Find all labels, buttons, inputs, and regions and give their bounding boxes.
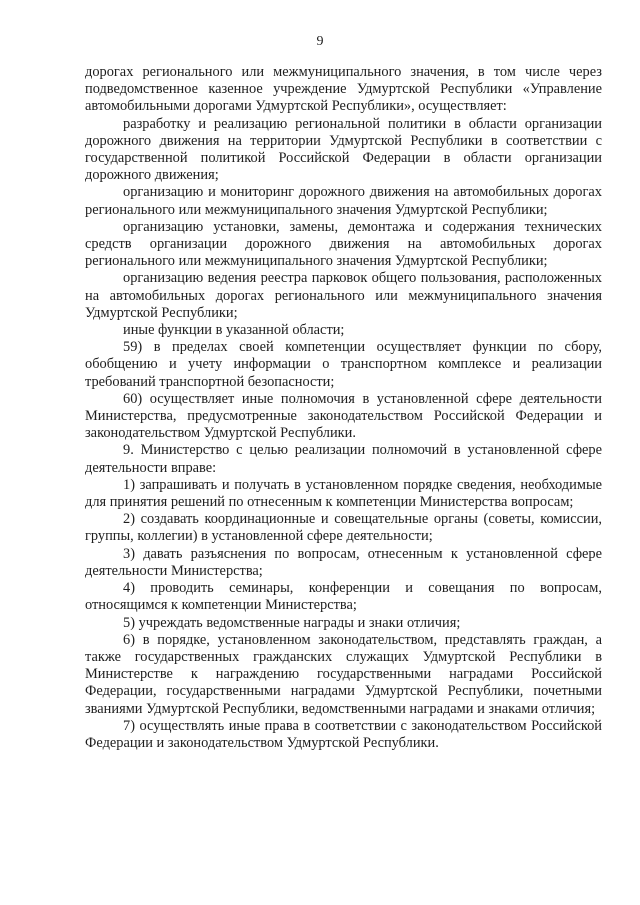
paragraph: иные функции в указанной области; (123, 322, 345, 339)
section-heading-paragraph: 9. Министерство с целью реализации полномочий в установленной сфере деятельности вправе: (85, 442, 602, 476)
paragraph: организацию ведения реестра парковок общего пользования, расположенных на автомобильных дорогах регионального или межмуниципального значения Удмуртской Республики; (85, 270, 602, 321)
paragraph: 59) в пределах своей компетенции осуществляет функции по сбору, обобщению и учету информации о транспортном комплексе и реализации требований транспортной безопасности; (85, 339, 602, 390)
paragraph-continuation: дорогах регионального или межмуниципального значения, в том числе через подведомственное казенное учреждение Удмуртской Республики «Управление автомобильными дорогами Удмуртской Республики», осуществляет: (85, 64, 602, 115)
list-item-7: 7) осуществлять иные права в соответствии с законодательством Российской Федерации и законодательством Удмуртской Республики. (85, 717, 602, 751)
list-item-5: 5) учреждать ведомственные награды и знаки отличия; (123, 614, 461, 631)
list-item-2: 2) создавать координационные и совещательные органы (советы, комиссии, группы, коллегии) в установленной сфере деятельности; (85, 511, 602, 545)
page-number: 9 (316, 34, 324, 49)
paragraph: организацию установки, замены, демонтажа и содержания технических средств организации дорожного движения на автомобильных дорогах регионального или межмуниципального значения Удмуртской Республики; (85, 218, 602, 270)
paragraph: организацию и мониторинг дорожного движения на автомобильных дорогах регионального или межмуниципального значения Удмуртской Республики; (85, 184, 602, 218)
list-item-4: 4) проводить семинары, конференции и совещания по вопросам, относящимся к компетенции Министерства; (85, 580, 602, 614)
list-item-3: 3) давать разъяснения по вопросам, отнесенным к установленной сфере деятельности Министерства; (85, 545, 602, 579)
paragraph: разработку и реализацию региональной политики в области организации дорожного движения на территории Удмуртской Республики в соответствии с государственной политикой Российской Федерации в области организации дорожного движения; (85, 115, 602, 184)
list-item-1: 1) запрашивать и получать в установленном порядке сведения, необходимые для принятия решений по отнесенным к компетенции Министерства вопросам; (85, 476, 602, 511)
body-text (85, 64, 602, 752)
list-item-6: 6) в порядке, установленном законодательством, представлять граждан, а также государственных гражданских служащих Удмуртской Республики в Министерстве к награждению государственными наградами Российской Федерации, государственными наградами Удмуртской Республики, почетными званиями Удмуртской Республики, ведомственными наградами и знаками отличия; (85, 631, 602, 717)
paragraph: 60) осуществляет иные полномочия в установленной сфере деятельности Министерства, предусмотренные законодательством Российской Федерации и законодательством Удмуртской Республики. (85, 390, 602, 442)
